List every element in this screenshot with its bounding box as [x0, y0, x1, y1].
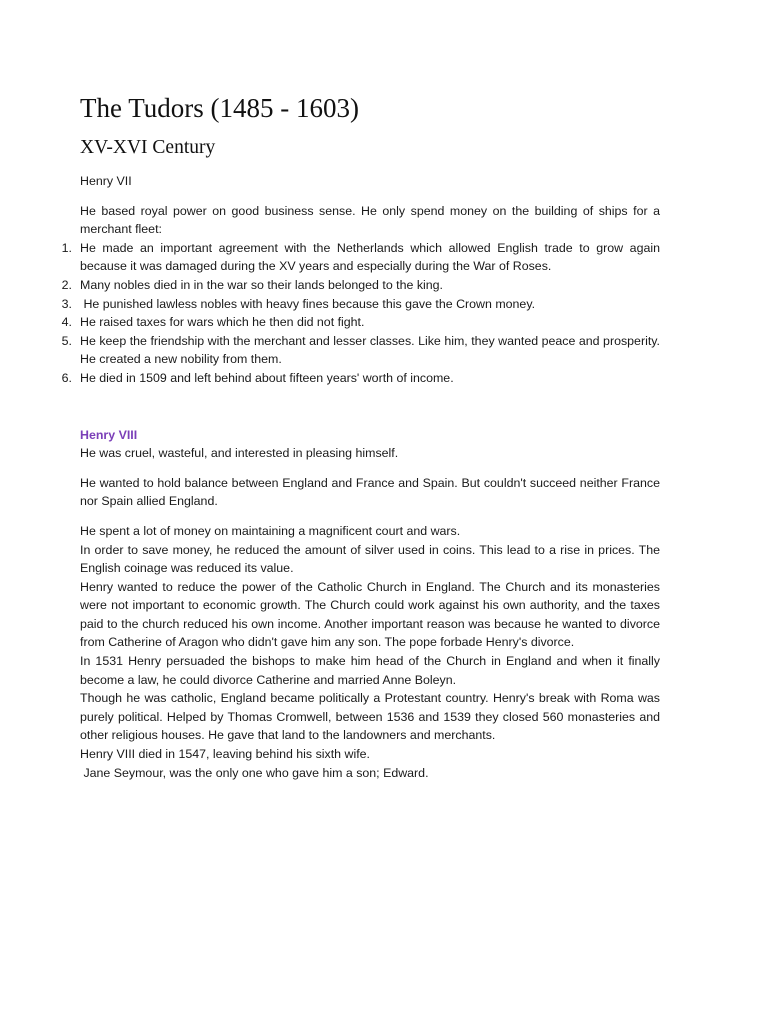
list-number: 2.: [61, 277, 72, 292]
henry-viii-para-8: Henry VIII died in 1547, leaving behind his sixth wife.: [80, 747, 370, 762]
henry-viii-para-6: In 1531 Henry persuaded the bishops to make him head of the Church in England and when it finally become a law, he could divorce Catherine and married Anne Boleyn.: [80, 654, 660, 687]
list-number: 4.: [61, 315, 72, 330]
list-text: Many nobles died in in the war so their lands belonged to the king.: [80, 277, 444, 292]
list-text: He made an important agreement with the Netherlands which allowed English trade to grow again because it was damaged during the XV years and especially during the War of Roses.: [80, 240, 660, 274]
list-text: He keep the friendship with the merchant and lesser classes. Like him, they wanted peace and prosperity. He created a new nobility from them.: [80, 333, 660, 367]
henry-viii-heading: Henry VIII: [80, 427, 138, 442]
list-item: [61, 332, 660, 369]
list-number: 5.: [61, 333, 72, 348]
list-item: [61, 239, 660, 276]
list-text: He raised taxes for wars which he then did not fight.: [80, 315, 365, 330]
list-item: [61, 295, 660, 314]
list-number: 6.: [61, 370, 72, 385]
henry-viii-para-9: Jane Seymour, was the only one who gave him a son; Edward.: [80, 765, 429, 780]
list-item: [61, 313, 660, 332]
list-item: [61, 369, 660, 388]
document-subtitle: XV-XVI Century: [80, 137, 216, 158]
list-number: 1.: [61, 240, 72, 255]
henry-viii-para-2: He wanted to hold balance between England and France and Spain. But couldn't succeed neither France nor Spain allied England.: [80, 475, 660, 509]
henry-viii-para-4: In order to save money, he reduced the amount of silver used in coins. This lead to a rise in prices. The English coinage was reduced its value.: [80, 542, 660, 576]
henry-vii-list: [61, 239, 660, 388]
list-item: [61, 276, 660, 295]
henry-viii-para-5: Henry wanted to reduce the power of the Catholic Church in England. The Church and its monasteries were not important to economic growth. The Church could work against his own authority, and the taxes paid to the church reduced his own income. Another important reason was because he wanted to divorce from Catherine of Aragon who didn't gave him any son. The pope forbade Henry's divorce.: [80, 579, 660, 650]
henry-vii-label: Henry VII: [80, 174, 132, 188]
list-number: 3.: [61, 296, 72, 311]
henry-vii-intro: He based royal power on good business sense. He only spend money on the building of ships for a merchant fleet:: [80, 203, 660, 237]
henry-viii-para-1: He was cruel, wasteful, and interested in pleasing himself.: [80, 446, 399, 461]
henry-viii-para-3: He spent a lot of money on maintaining a magnificent court and wars.: [80, 523, 461, 538]
document-title: The Tudors (1485 - 1603): [80, 93, 360, 123]
document-page: [61, 88, 660, 782]
list-text: He died in 1509 and left behind about fifteen years' worth of income.: [80, 370, 454, 385]
henry-viii-para-7: Though he was catholic, England became politically a Protestant country. Henry's break with Roma was purely political. Helped by Thomas Cromwell, between 1536 and 1539 they closed 560 monasteries and other religious houses. He gave that land to the landowners and merchants.: [80, 691, 660, 743]
list-text: He punished lawless nobles with heavy fines because this gave the Crown money.: [80, 296, 536, 311]
